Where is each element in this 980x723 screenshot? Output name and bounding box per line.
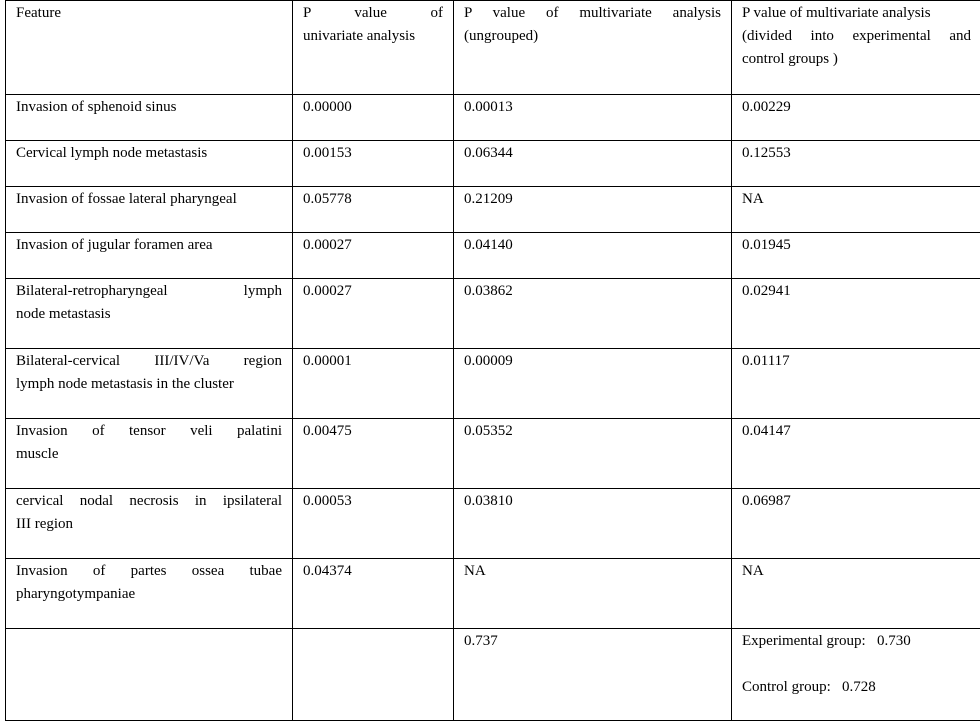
grouped-cell (732, 419, 980, 489)
table-row (6, 489, 980, 559)
grouped-value: NA (742, 563, 764, 579)
feature-text-line2: lymph node metastasis in the cluster (16, 376, 234, 392)
header-grouped-line1: P value of multivariate analysis (742, 5, 931, 21)
ungrouped-cell (454, 419, 732, 489)
ungrouped-cell (454, 489, 732, 559)
feature-text-line1: Invasion of partes ossea tubae (16, 563, 282, 579)
header-feature (6, 1, 293, 95)
header-ungrouped-line1: P value of multivariate analysis (464, 5, 721, 21)
table-row (6, 187, 980, 233)
table-row (6, 419, 980, 489)
spacer (742, 653, 971, 676)
table-row (6, 233, 980, 279)
univariate-cell (293, 279, 454, 349)
header-univariate-line1: P value of (303, 5, 443, 21)
ungrouped-value: 0.04140 (464, 237, 513, 253)
univariate-cell (293, 419, 454, 489)
table-row (6, 141, 980, 187)
ungrouped-value: 0.05352 (464, 423, 513, 439)
ungrouped-value: 0.06344 (464, 145, 513, 161)
grouped-cell (732, 279, 980, 349)
feature-text-line1: Bilateral-cervical III/IV/Va region (16, 353, 282, 369)
univariate-value: 0.05778 (303, 191, 352, 207)
grouped-cell (732, 187, 980, 233)
univariate-value: 0.00001 (303, 353, 352, 369)
grouped-cell (732, 141, 980, 187)
feature-text-line1: Bilateral-retropharyngeal lymph (16, 283, 282, 299)
ungrouped-cell (454, 95, 732, 141)
grouped-value: 0.01117 (742, 353, 790, 369)
feature-cell (6, 141, 293, 187)
summary-ungrouped-value: 0.737 (464, 633, 498, 649)
ungrouped-value: NA (464, 563, 486, 579)
feature-text: Invasion of fossae lateral pharyngeal (16, 191, 237, 207)
control-group-value: Control group: 0.728 (742, 679, 876, 695)
feature-cell (6, 489, 293, 559)
ungrouped-cell (454, 141, 732, 187)
table-header-row (6, 1, 980, 95)
grouped-cell (732, 489, 980, 559)
univariate-cell (293, 559, 454, 629)
p-value-table (5, 0, 980, 721)
ungrouped-cell (454, 233, 732, 279)
header-feature-label: Feature (16, 5, 61, 21)
ungrouped-value: 0.00009 (464, 353, 513, 369)
univariate-value: 0.00027 (303, 237, 352, 253)
grouped-value: 0.12553 (742, 145, 791, 161)
feature-text-line2: node metastasis (16, 306, 111, 322)
grouped-value: 0.02941 (742, 283, 791, 299)
ungrouped-value: 0.00013 (464, 99, 513, 115)
univariate-cell (293, 349, 454, 419)
univariate-value: 0.00000 (303, 99, 352, 115)
summary-feature-cell (6, 629, 293, 721)
feature-text-line2: muscle (16, 446, 59, 462)
grouped-value: 0.04147 (742, 423, 791, 439)
header-multivariate-ungrouped (454, 1, 732, 95)
experimental-group-value: Experimental group: 0.730 (742, 633, 911, 649)
grouped-value: 0.01945 (742, 237, 791, 253)
univariate-cell (293, 233, 454, 279)
ungrouped-cell (454, 187, 732, 233)
univariate-cell (293, 95, 454, 141)
grouped-cell (732, 95, 980, 141)
feature-cell (6, 349, 293, 419)
feature-text-line1: cervical nodal necrosis in ipsilateral (16, 493, 282, 509)
feature-text: Cervical lymph node metastasis (16, 145, 208, 161)
ungrouped-value: 0.03862 (464, 283, 513, 299)
ungrouped-value: 0.03810 (464, 493, 513, 509)
grouped-value: 0.00229 (742, 99, 791, 115)
feature-cell (6, 95, 293, 141)
header-univariate (293, 1, 454, 95)
summary-ungrouped-cell (454, 629, 732, 721)
feature-cell (6, 279, 293, 349)
grouped-value: 0.06987 (742, 493, 791, 509)
table-row (6, 95, 980, 141)
ungrouped-cell (454, 279, 732, 349)
feature-text: Invasion of sphenoid sinus (16, 99, 177, 115)
univariate-value: 0.04374 (303, 563, 352, 579)
header-ungrouped-line2: (ungrouped) (464, 28, 539, 44)
univariate-value: 0.00027 (303, 283, 352, 299)
feature-text-line1: Invasion of tensor veli palatini (16, 423, 282, 439)
feature-text-line2: III region (16, 516, 74, 532)
summary-grouped-cell (732, 629, 980, 721)
table-row (6, 349, 980, 419)
header-multivariate-grouped (732, 1, 980, 95)
grouped-cell (732, 349, 980, 419)
feature-text: Invasion of jugular foramen area (16, 237, 213, 253)
feature-cell (6, 187, 293, 233)
header-univariate-line2: univariate analysis (303, 28, 416, 44)
table-row (6, 559, 980, 629)
table-row (6, 279, 980, 349)
header-grouped-line3: control groups ) (742, 51, 838, 67)
feature-cell (6, 233, 293, 279)
feature-text-line2: pharyngotympaniae (16, 586, 136, 602)
summary-row (6, 629, 980, 721)
grouped-cell (732, 559, 980, 629)
ungrouped-value: 0.21209 (464, 191, 513, 207)
univariate-value: 0.00475 (303, 423, 352, 439)
ungrouped-cell (454, 349, 732, 419)
summary-univariate-cell (293, 629, 454, 721)
univariate-value: 0.00153 (303, 145, 352, 161)
grouped-cell (732, 233, 980, 279)
univariate-cell (293, 489, 454, 559)
ungrouped-cell (454, 559, 732, 629)
feature-cell (6, 419, 293, 489)
univariate-cell (293, 187, 454, 233)
feature-cell (6, 559, 293, 629)
grouped-value: NA (742, 191, 764, 207)
univariate-cell (293, 141, 454, 187)
header-grouped-line2: (divided into experimental and (742, 28, 971, 44)
univariate-value: 0.00053 (303, 493, 352, 509)
